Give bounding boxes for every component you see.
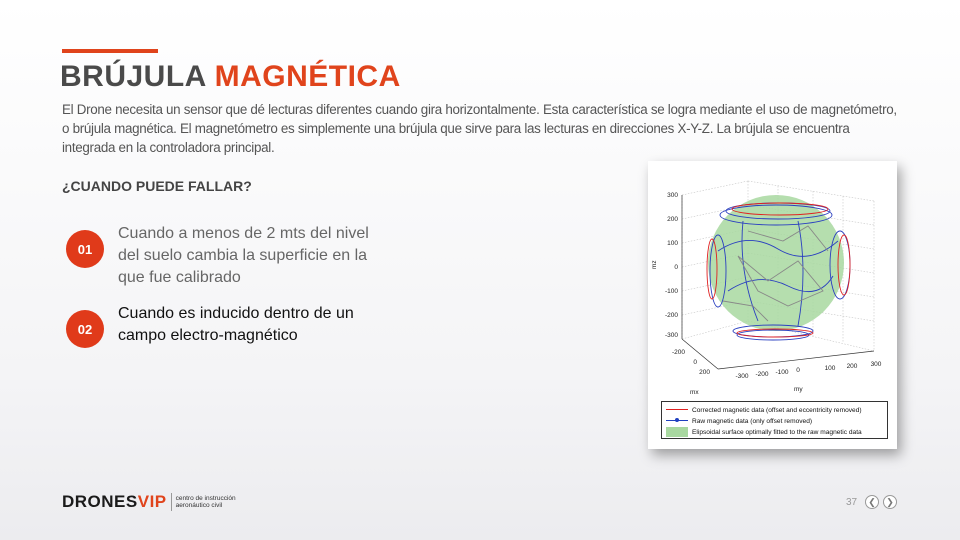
number-badge: 02	[66, 310, 104, 348]
mx-tick-label: 200	[699, 369, 710, 376]
legend-label: Raw magnetic data (only offset removed)	[692, 417, 813, 425]
legend-entry	[666, 405, 862, 415]
my-tick-label: -200	[755, 371, 769, 378]
mx-axis-label: mx	[690, 389, 699, 396]
red-line-icon	[666, 405, 688, 415]
title-accent-bar	[62, 49, 158, 53]
slide-title	[60, 60, 401, 94]
figure-legend	[661, 401, 888, 439]
page-number: 37	[846, 497, 858, 508]
dronesvip-logo	[62, 492, 236, 512]
previous-slide-button[interactable]	[865, 495, 879, 509]
my-tick-label: 0	[796, 367, 800, 374]
my-tick-label: 100	[824, 365, 836, 372]
z-axis-label: mz	[651, 260, 658, 269]
my-tick-label: 200	[846, 363, 858, 370]
z-tick-label: 200	[667, 216, 678, 223]
intro-paragraph: El Drone necesita un sensor que dé lecturas diferentes cuando gira horizontalmente. Esta característica se logra mediante el uso de magnetómetro, o brújula magnética. El magnetómetro es simplemente una brújula que sirve para las lecturas en direcciones X-Y-Z. La brújula se encuentra integrada en la controladora principal.	[62, 102, 897, 155]
my-tick-label: -100	[775, 369, 789, 376]
section-subtitle: ¿CUANDO PUEDE FALLAR?	[62, 178, 252, 194]
legend-entry	[666, 427, 862, 437]
magnetometer-figure	[648, 161, 897, 449]
my-tick-label: 300	[870, 361, 882, 368]
chevron-right-icon: ❯	[886, 496, 894, 507]
legend-label: Elipsoidal surface optimally fitted to the raw magnetic data	[692, 428, 862, 436]
logo-tagline-line-1: centro de instrucción	[175, 495, 236, 502]
z-tick-labels	[665, 192, 678, 339]
z-tick-label: 100	[667, 240, 678, 247]
z-tick-label: -200	[664, 312, 678, 319]
number-badge: 01	[66, 230, 104, 268]
list-item-text: Cuando a menos de 2 mts del nivel del suelo cambia la superficie en la que fue calibrado	[118, 225, 369, 286]
logo-drones-text: DRONES	[62, 492, 138, 511]
my-tick-labels	[735, 361, 881, 380]
mx-tick-labels	[672, 349, 710, 376]
logo-tagline-line-2: aeronáutico civil	[175, 502, 223, 509]
mx-tick-label: -200	[671, 349, 685, 356]
green-swatch-icon	[666, 427, 688, 437]
logo-separator	[171, 493, 172, 511]
chevron-left-icon: ❮	[868, 496, 876, 507]
blue-dot-line-icon	[666, 416, 688, 426]
z-tick-label: -300	[664, 332, 678, 339]
title-part-1: BRÚJULA	[60, 60, 206, 93]
logo-tagline	[176, 495, 236, 509]
legend-entry	[666, 416, 812, 426]
mx-tick-label: 0	[693, 359, 697, 366]
magnetometer-3d-plot	[648, 161, 897, 401]
list-item-text: Cuando es inducido dentro de un campo electro-magnético	[118, 305, 354, 344]
next-slide-button[interactable]	[883, 495, 897, 509]
z-tick-label: 0	[674, 264, 678, 271]
title-part-2: MAGNÉTICA	[214, 60, 401, 93]
z-tick-label: 300	[667, 192, 678, 199]
legend-label: Corrected magnetic data (offset and eccentricity removed)	[692, 406, 862, 414]
my-axis-label: my	[794, 386, 803, 393]
z-tick-label: -100	[664, 288, 678, 295]
my-tick-label: -300	[735, 373, 749, 380]
logo-vip-text: VIP	[137, 492, 167, 511]
